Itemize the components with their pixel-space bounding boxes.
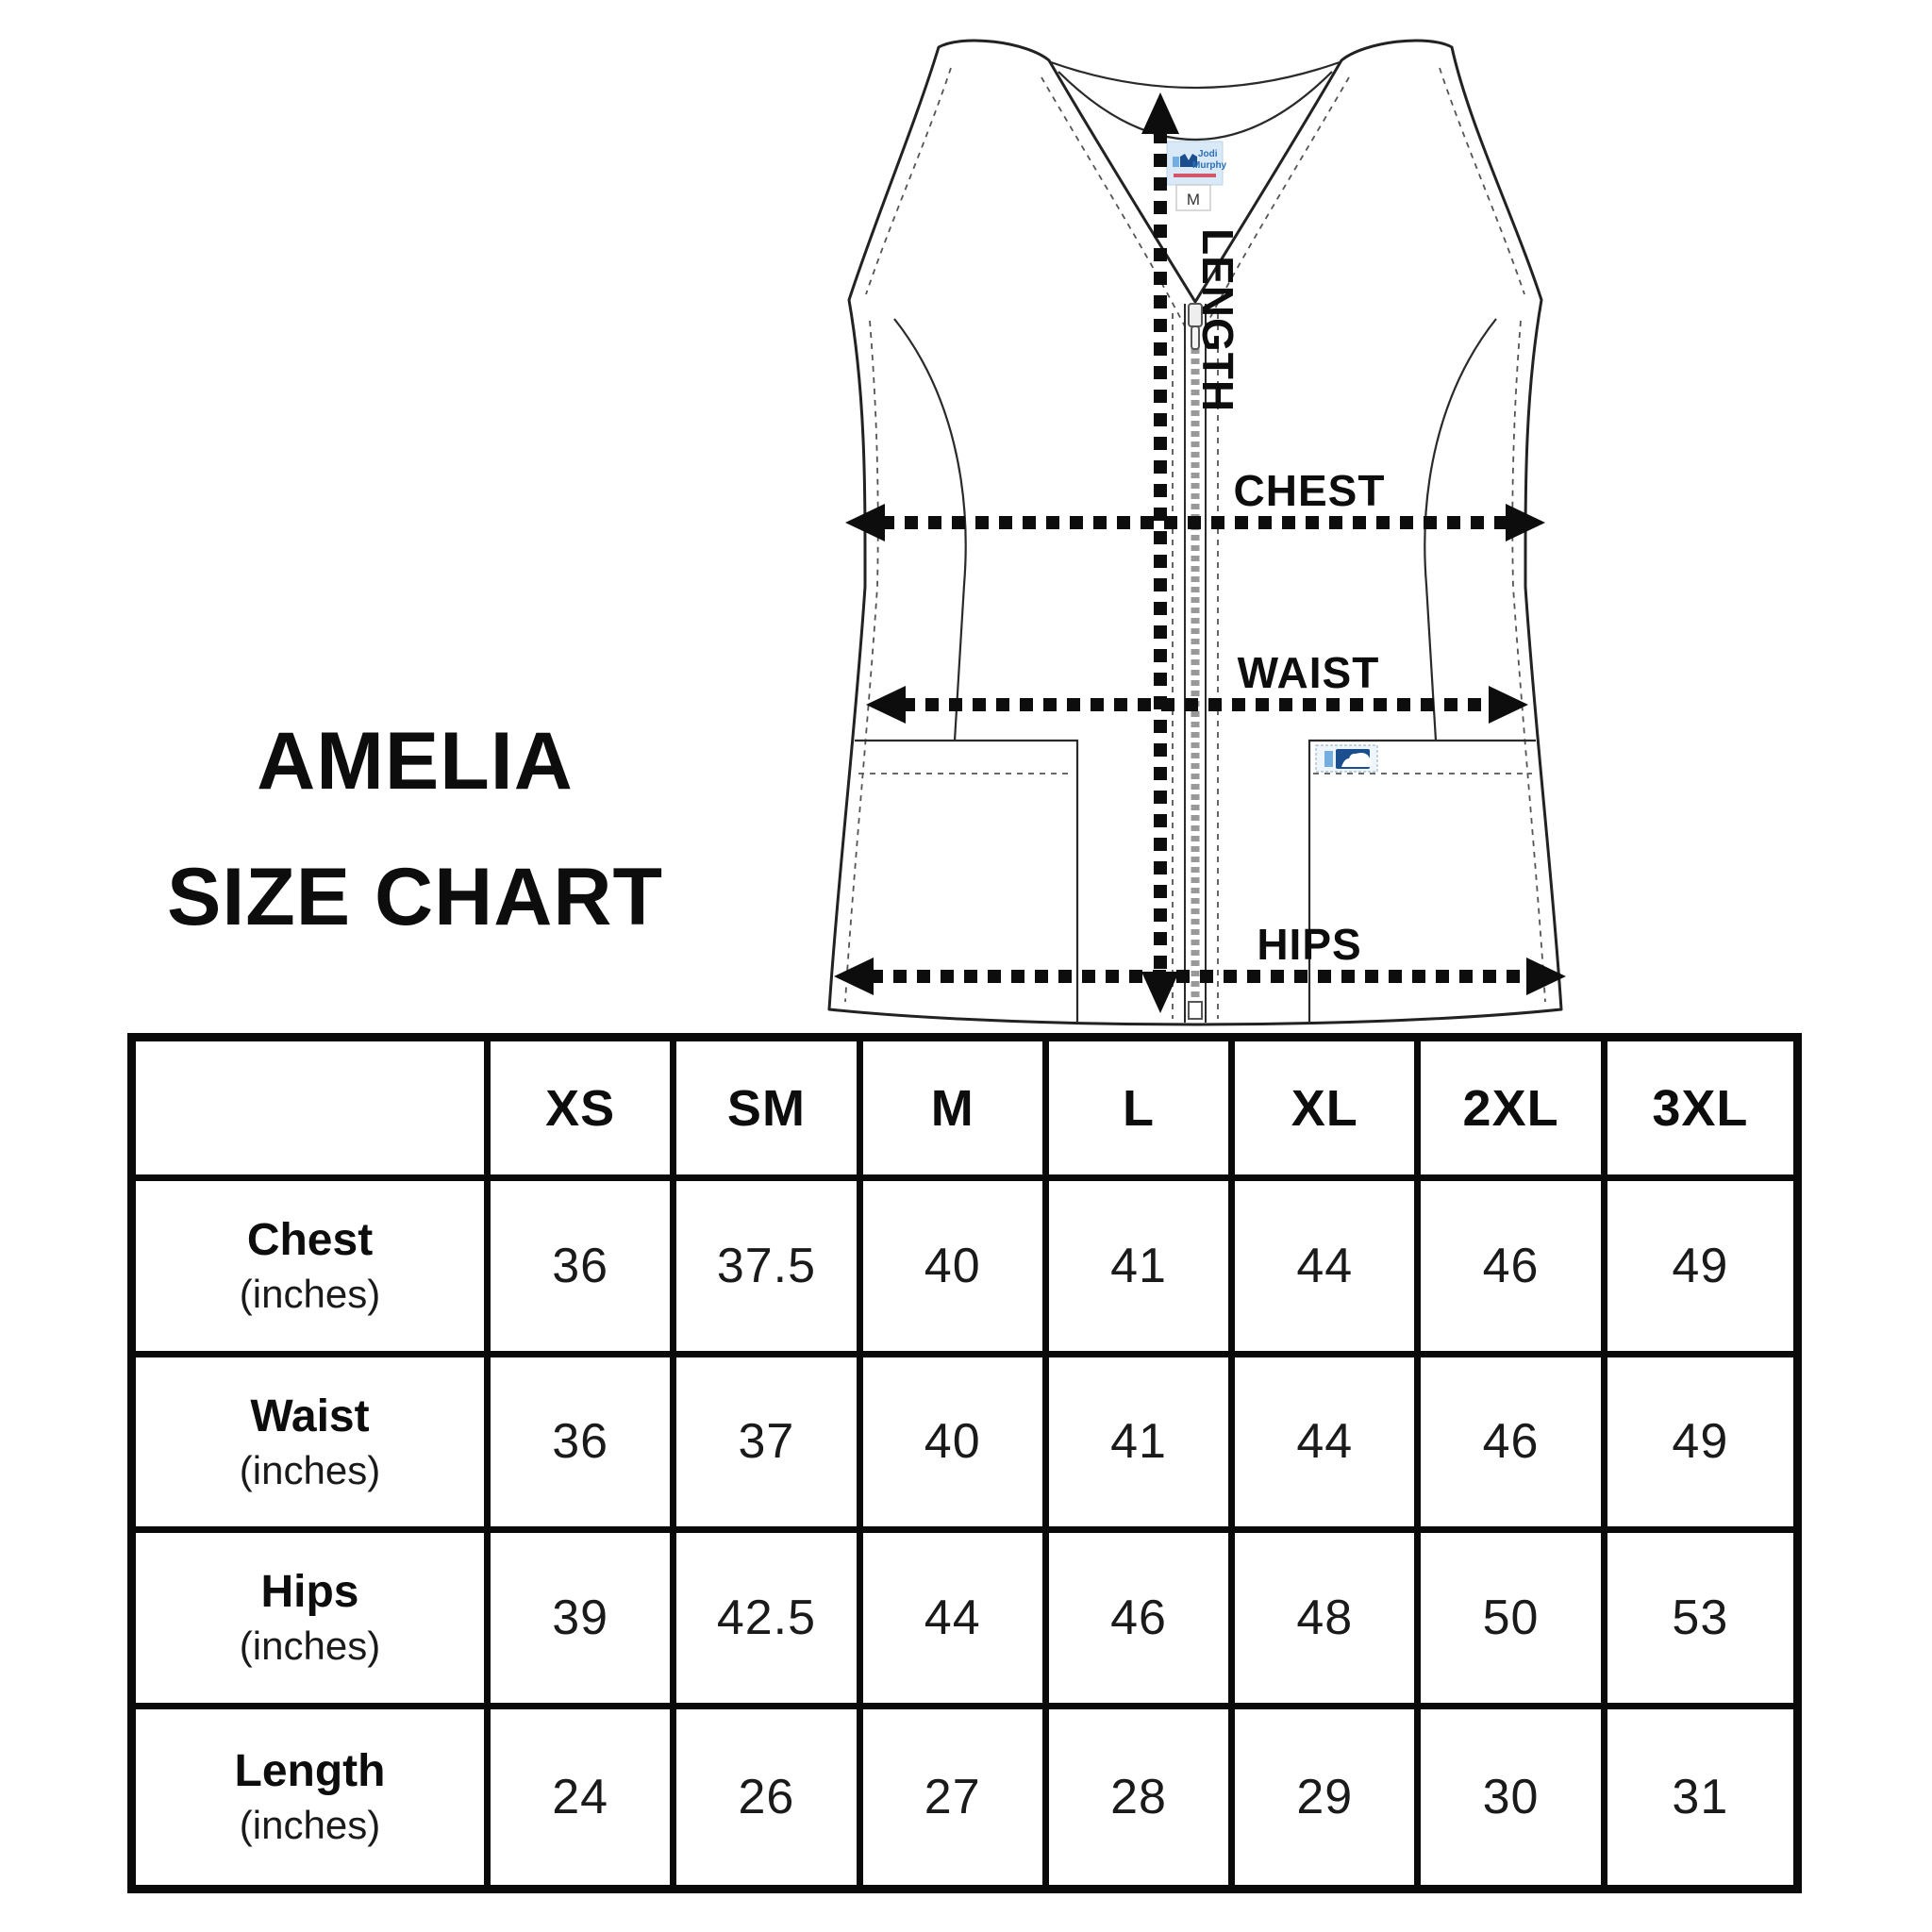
table-cell-chest-3xl: 49 — [1607, 1181, 1793, 1357]
table-cell-chest-m: 40 — [863, 1181, 1049, 1357]
row-label: Chest — [246, 1215, 374, 1266]
table-cell-chest-sm: 37.5 — [676, 1181, 862, 1357]
table-cell-chest-xl: 44 — [1235, 1181, 1421, 1357]
table-cell-hips-xl: 48 — [1235, 1533, 1421, 1709]
table-cell-chest-xs: 36 — [491, 1181, 676, 1357]
column-header-xl: XL — [1235, 1041, 1421, 1181]
row-label: Hips — [260, 1567, 359, 1618]
row-header-chest — [136, 1181, 491, 1357]
table-cell-length-3xl: 31 — [1607, 1709, 1793, 1886]
table-cell-length-l: 28 — [1049, 1709, 1235, 1886]
table-cell-chest-l: 41 — [1049, 1181, 1235, 1357]
table-cell-waist-3xl: 49 — [1607, 1357, 1793, 1534]
chest-label: CHEST — [1233, 466, 1386, 515]
waist-label: WAIST — [1237, 648, 1380, 697]
row-header-length — [136, 1709, 491, 1886]
row-unit: (inches) — [239, 1272, 381, 1317]
row-header-hips — [136, 1533, 491, 1709]
column-header-xs: XS — [491, 1041, 676, 1181]
size-tag-text: M — [1186, 191, 1201, 208]
column-header-sm: SM — [676, 1041, 862, 1181]
size-table — [127, 1033, 1802, 1893]
row-unit: (inches) — [239, 1447, 381, 1492]
row-unit: (inches) — [239, 1624, 381, 1669]
table-cell-waist-m: 40 — [863, 1357, 1049, 1534]
table-cell-length-sm: 26 — [676, 1709, 862, 1886]
length-label: LENGTH — [1193, 228, 1242, 413]
brand-name-line1: Jodi — [1198, 149, 1218, 159]
table-cell-waist-xl: 44 — [1235, 1357, 1421, 1534]
table-cell-hips-3xl: 53 — [1607, 1533, 1793, 1709]
column-header-2xl: 2XL — [1421, 1041, 1607, 1181]
table-cell-waist-l: 41 — [1049, 1357, 1235, 1534]
table-cell-length-xs: 24 — [491, 1709, 676, 1886]
row-unit: (inches) — [239, 1803, 381, 1848]
table-cell-length-2xl: 30 — [1421, 1709, 1607, 1886]
row-label: Waist — [250, 1391, 370, 1441]
collar-line — [1051, 62, 1340, 88]
zipper-stop — [1189, 1002, 1202, 1019]
table-cell-waist-xs: 36 — [491, 1357, 676, 1534]
neck-brand-label — [1167, 142, 1227, 185]
table-corner-cell — [136, 1041, 491, 1181]
size-tag — [1176, 185, 1210, 210]
table-cell-waist-sm: 37 — [676, 1357, 862, 1534]
page-title-line2: SIZE CHART — [167, 852, 663, 942]
table-cell-length-m: 27 — [863, 1709, 1049, 1886]
column-header-m: M — [863, 1041, 1049, 1181]
row-header-waist — [136, 1357, 491, 1534]
row-label: Length — [234, 1746, 386, 1797]
collar-line — [1058, 72, 1332, 140]
brand-tagline-bar — [1174, 174, 1216, 177]
garment-diagram — [811, 19, 1641, 1038]
pocket-logo-patch — [1316, 745, 1377, 772]
table-cell-waist-2xl: 46 — [1421, 1357, 1607, 1534]
page-title-line1: AMELIA — [257, 716, 574, 807]
table-cell-hips-xs: 39 — [491, 1533, 676, 1709]
table-cell-hips-m: 44 — [863, 1533, 1049, 1709]
column-header-3xl: 3XL — [1607, 1041, 1793, 1181]
page-title — [113, 716, 717, 942]
table-cell-hips-l: 46 — [1049, 1533, 1235, 1709]
column-header-l: L — [1049, 1041, 1235, 1181]
table-cell-hips-sm: 42.5 — [676, 1533, 862, 1709]
table-cell-hips-2xl: 50 — [1421, 1533, 1607, 1709]
table-cell-length-xl: 29 — [1235, 1709, 1421, 1886]
hips-label: HIPS — [1257, 920, 1362, 969]
brand-name-line2: Murphy — [1192, 160, 1227, 171]
table-cell-chest-2xl: 46 — [1421, 1181, 1607, 1357]
